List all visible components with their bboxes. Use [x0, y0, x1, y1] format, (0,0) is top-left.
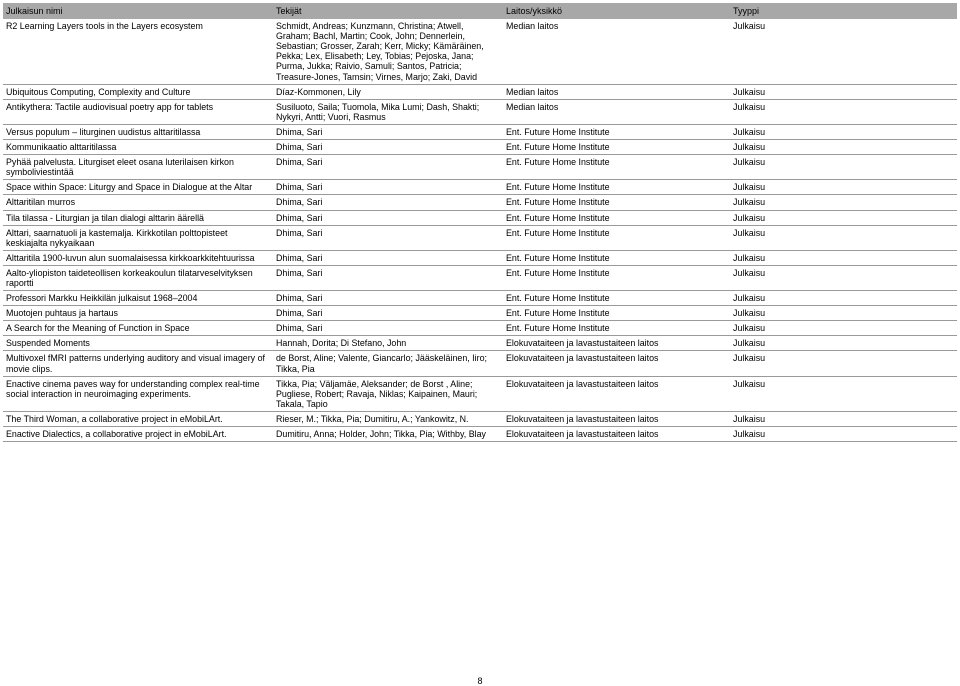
cell-type: Julkaisu	[730, 19, 957, 84]
table-row	[3, 291, 957, 306]
cell-type: Julkaisu	[730, 250, 957, 265]
cell-authors: Dhima, Sari	[273, 265, 503, 290]
cell-department: Ent. Future Home Institute	[503, 195, 730, 210]
column-header-title: Julkaisun nimi	[3, 3, 273, 19]
table-row	[3, 84, 957, 99]
cell-title: Pyhää palvelusta. Liturgiset eleet osana luterilaisen kirkon symboliviestintää	[3, 155, 273, 180]
column-header-department: Laitos/yksikkö	[503, 3, 730, 19]
cell-type: Julkaisu	[730, 195, 957, 210]
table-row	[3, 99, 957, 124]
column-header-type: Tyyppi	[730, 3, 957, 19]
cell-authors: de Borst, Aline; Valente, Giancarlo; Jääskeläinen, Iiro; Tikka, Pia	[273, 351, 503, 376]
cell-type: Julkaisu	[730, 225, 957, 250]
cell-authors: Susiluoto, Saila; Tuomola, Mika Lumi; Dash, Shakti; Nykyri, Antti; Vuori, Rasmus	[273, 99, 503, 124]
cell-type: Julkaisu	[730, 376, 957, 411]
table-row	[3, 427, 957, 442]
table-row	[3, 225, 957, 250]
cell-authors: Tikka, Pia; Väljamäe, Aleksander; de Borst , Aline; Pugliese, Robert; Ravaja, Niklas; Kaipainen, Mauri; Takala, Tapio	[273, 376, 503, 411]
cell-type: Julkaisu	[730, 210, 957, 225]
cell-authors: Dhima, Sari	[273, 140, 503, 155]
cell-type: Julkaisu	[730, 411, 957, 426]
cell-title: Alttari, saarnatuoli ja kastemalja. Kirkkotilan polttopisteet keskiajalta nykyaikaan	[3, 225, 273, 250]
cell-type: Julkaisu	[730, 155, 957, 180]
cell-type: Julkaisu	[730, 99, 957, 124]
cell-authors: Rieser, M.; Tikka, Pia; Dumitiru, A.; Yankowitz, N.	[273, 411, 503, 426]
table-row	[3, 140, 957, 155]
cell-type: Julkaisu	[730, 291, 957, 306]
cell-title: Antikythera: Tactile audiovisual poetry app for tablets	[3, 99, 273, 124]
cell-authors: Dhima, Sari	[273, 321, 503, 336]
table-row	[3, 336, 957, 351]
cell-department: Ent. Future Home Institute	[503, 250, 730, 265]
publications-table	[3, 3, 957, 442]
table-row	[3, 321, 957, 336]
cell-department: Median laitos	[503, 19, 730, 84]
cell-title: A Search for the Meaning of Function in Space	[3, 321, 273, 336]
table-row	[3, 195, 957, 210]
cell-title: Professori Markku Heikkilän julkaisut 1968–2004	[3, 291, 273, 306]
cell-title: Tila tilassa - Liturgian ja tilan dialogi alttarin äärellä	[3, 210, 273, 225]
cell-department: Ent. Future Home Institute	[503, 321, 730, 336]
cell-department: Ent. Future Home Institute	[503, 124, 730, 139]
cell-title: Versus populum – liturginen uudistus alttaritilassa	[3, 124, 273, 139]
cell-authors: Dhima, Sari	[273, 124, 503, 139]
table-row	[3, 306, 957, 321]
cell-title: Ubiquitous Computing, Complexity and Culture	[3, 84, 273, 99]
cell-authors: Díaz-Kommonen, Lily	[273, 84, 503, 99]
cell-department: Elokuvataiteen ja lavastustaiteen laitos	[503, 427, 730, 442]
table-row	[3, 351, 957, 376]
cell-department: Ent. Future Home Institute	[503, 265, 730, 290]
table-row	[3, 19, 957, 84]
cell-title: The Third Woman, a collaborative project in eMobiLArt.	[3, 411, 273, 426]
column-header-authors: Tekijät	[273, 3, 503, 19]
cell-title: Space within Space: Liturgy and Space in Dialogue at the Altar	[3, 180, 273, 195]
cell-authors: Dhima, Sari	[273, 180, 503, 195]
cell-department: Median laitos	[503, 99, 730, 124]
cell-department: Elokuvataiteen ja lavastustaiteen laitos	[503, 336, 730, 351]
cell-type: Julkaisu	[730, 427, 957, 442]
cell-department: Ent. Future Home Institute	[503, 225, 730, 250]
cell-title: Enactive cinema paves way for understanding complex real-time social interaction in neuroimaging experiments.	[3, 376, 273, 411]
cell-type: Julkaisu	[730, 124, 957, 139]
cell-type: Julkaisu	[730, 180, 957, 195]
table-body	[3, 19, 957, 442]
cell-authors: Dhima, Sari	[273, 291, 503, 306]
cell-title: Enactive Dialectics, a collaborative project in eMobiLArt.	[3, 427, 273, 442]
cell-department: Elokuvataiteen ja lavastustaiteen laitos	[503, 411, 730, 426]
cell-department: Elokuvataiteen ja lavastustaiteen laitos	[503, 351, 730, 376]
cell-authors: Dhima, Sari	[273, 306, 503, 321]
table-row	[3, 265, 957, 290]
cell-title: R2 Learning Layers tools in the Layers ecosystem	[3, 19, 273, 84]
cell-department: Ent. Future Home Institute	[503, 291, 730, 306]
cell-department: Median laitos	[503, 84, 730, 99]
cell-title: Alttaritilan murros	[3, 195, 273, 210]
cell-department: Ent. Future Home Institute	[503, 180, 730, 195]
cell-authors: Dhima, Sari	[273, 250, 503, 265]
cell-type: Julkaisu	[730, 140, 957, 155]
cell-department: Ent. Future Home Institute	[503, 155, 730, 180]
cell-department: Ent. Future Home Institute	[503, 210, 730, 225]
cell-type: Julkaisu	[730, 351, 957, 376]
cell-type: Julkaisu	[730, 306, 957, 321]
table-row	[3, 124, 957, 139]
cell-type: Julkaisu	[730, 336, 957, 351]
cell-authors: Hannah, Dorita; Di Stefano, John	[273, 336, 503, 351]
cell-type: Julkaisu	[730, 265, 957, 290]
cell-authors: Dumitiru, Anna; Holder, John; Tikka, Pia; Withby, Blay	[273, 427, 503, 442]
table-row	[3, 411, 957, 426]
table-row	[3, 180, 957, 195]
cell-type: Julkaisu	[730, 321, 957, 336]
cell-title: Aalto-yliopiston taideteollisen korkeakoulun tilatarveselvityksen raportti	[3, 265, 273, 290]
cell-department: Ent. Future Home Institute	[503, 140, 730, 155]
cell-department: Elokuvataiteen ja lavastustaiteen laitos	[503, 376, 730, 411]
header-row	[3, 3, 957, 19]
cell-authors: Dhima, Sari	[273, 225, 503, 250]
table-row	[3, 155, 957, 180]
table-row	[3, 210, 957, 225]
cell-title: Alttaritila 1900-luvun alun suomalaisessa kirkkoarkkitehtuurissa	[3, 250, 273, 265]
cell-title: Multivoxel fMRI patterns underlying auditory and visual imagery of movie clips.	[3, 351, 273, 376]
cell-department: Ent. Future Home Institute	[503, 306, 730, 321]
cell-authors: Dhima, Sari	[273, 155, 503, 180]
table-row	[3, 376, 957, 411]
page-number: 8	[477, 676, 483, 686]
cell-type: Julkaisu	[730, 84, 957, 99]
cell-title: Muotojen puhtaus ja hartaus	[3, 306, 273, 321]
table-row	[3, 250, 957, 265]
cell-title: Kommunikaatio alttaritilassa	[3, 140, 273, 155]
cell-title: Suspended Moments	[3, 336, 273, 351]
cell-authors: Dhima, Sari	[273, 210, 503, 225]
table-header	[3, 3, 957, 19]
cell-authors: Dhima, Sari	[273, 195, 503, 210]
cell-authors: Schmidt, Andreas; Kunzmann, Christina; Atwell, Graham; Bachl, Martin; Cook, John; Dennerlein, Sebastian; Grosser, Zarah; Kerr, Micky; Kämäräinen, Pekka; Lex, Elisabeth; Ley, Tobias; Pejoska, Jana; Purma, Jukka; Raivio, Samuli; Santos, Patricia; Treasure-Jones, Tamsin; Virnes, Marjo; Zaki, David	[273, 19, 503, 84]
